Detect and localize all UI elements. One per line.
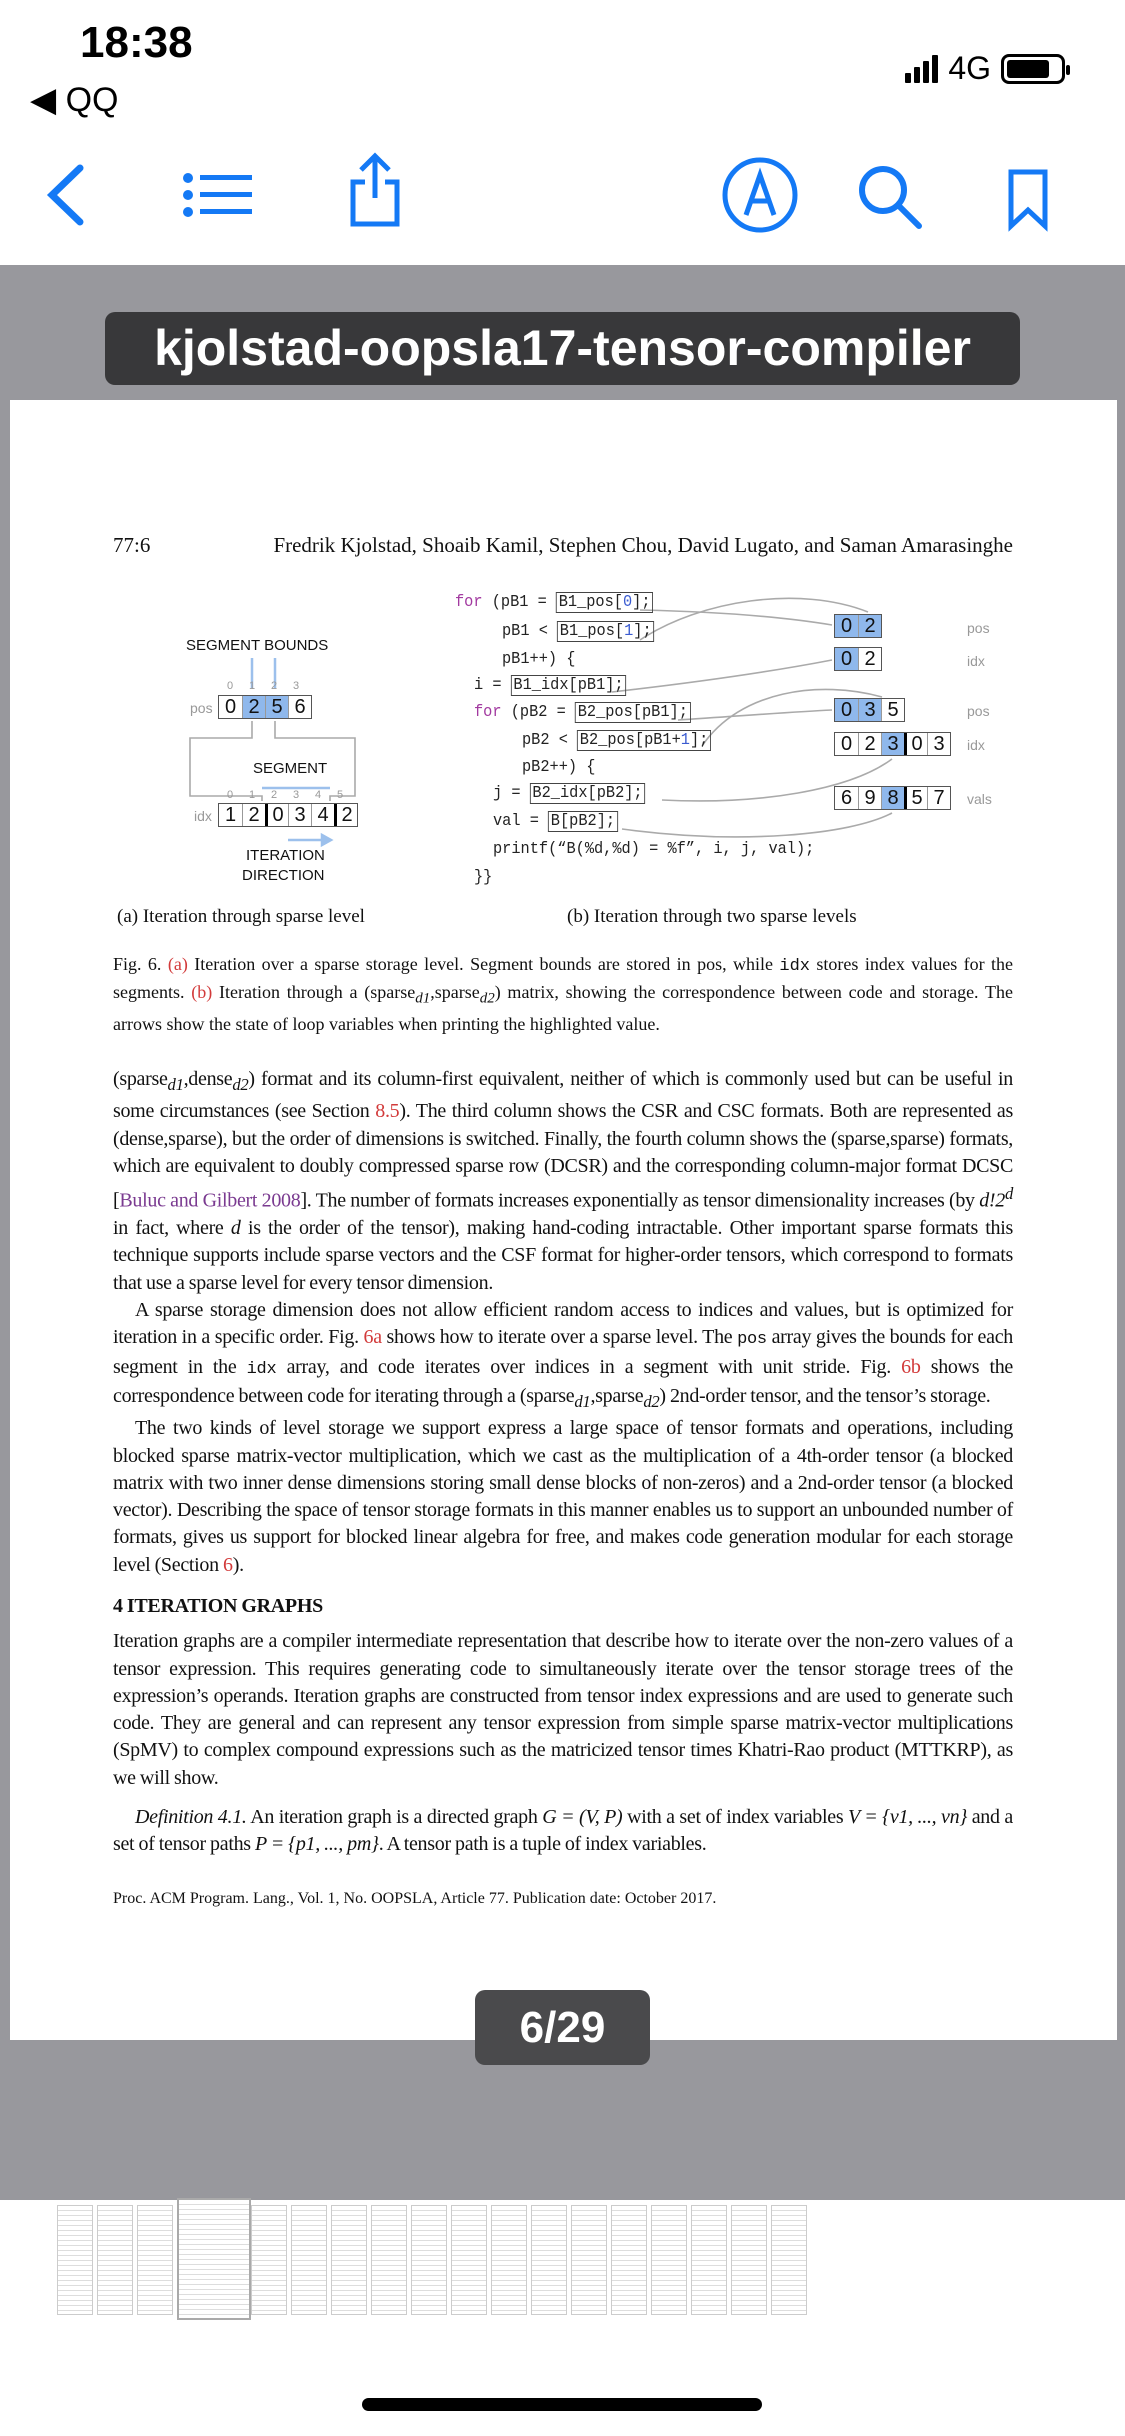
cell: 2 — [858, 648, 881, 670]
text-span: stores index values for the segments. — [113, 954, 1014, 1002]
code-line — [502, 622, 654, 642]
text-span: (a) — [167, 954, 188, 974]
text-span: shows the correspondence between code for iterating through a (sparse — [113, 1355, 1013, 1407]
cell: 0 — [835, 699, 858, 721]
paragraph: Iteration graphs are a compiler intermediate representation that describe how to iterate over the non-zero values of a tensor expression. This requires generating code to simultaneously iterate over the tensor storage trees of the expression’s operands. Iteration graphs are constructed from tensor index expressions and are used to generate such code. They are general and can represent any tensor expression from simple sparse matrix-vector multiplications (SpMV) to complex compound expressions such as the matricized tensor times Khatri-Rao product (MTTKRP), as we will show. — [113, 1630, 1013, 1789]
cell: 0 — [835, 615, 858, 637]
idx-index: 3 — [292, 789, 300, 801]
page-footer: Proc. ACM Program. Lang., Vol. 1, No. OOPSLA, Article 77. Publication date: October 2017. — [113, 1889, 717, 1907]
cell: 0 — [840, 733, 853, 755]
text-span: for — [455, 593, 483, 612]
text-span: ). — [232, 1553, 244, 1576]
page-thumbnail[interactable] — [451, 2205, 487, 2315]
page-thumbnail[interactable] — [531, 2205, 567, 2315]
figure-link[interactable]: 6a — [363, 1326, 382, 1349]
cell: 3 — [288, 804, 311, 826]
text-span: idx — [779, 957, 811, 976]
text-span: (b) — [191, 981, 213, 1002]
text-span: An iteration graph is a directed graph — [246, 1806, 543, 1829]
idx-index: 5 — [336, 789, 344, 801]
page-thumbnail[interactable] — [57, 2205, 93, 2315]
text-span — [574, 1392, 590, 1411]
figure-caption — [113, 952, 1013, 1037]
code-line: pB1++) { — [502, 650, 576, 669]
network-type: 4G — [948, 50, 991, 86]
text-span: array, and code iterates over indices in a segment with unit stride. Fig. — [276, 1355, 902, 1378]
text-span: 0 — [622, 593, 633, 612]
cell: 6 — [288, 696, 311, 718]
text-span: Iteration through a (sparse — [212, 981, 416, 1002]
text-span: 1 — [680, 731, 690, 750]
text-span: with a set of index variables — [622, 1806, 849, 1829]
code-line — [493, 784, 645, 804]
cell: 2 — [334, 804, 357, 826]
page-thumbnail[interactable] — [691, 2205, 727, 2315]
text-span: and a set of tensor paths — [113, 1806, 1013, 1856]
text-span: pos — [737, 1330, 767, 1350]
text-span — [1005, 1184, 1013, 1203]
text-span: (pB2 = — [501, 703, 576, 722]
cell: 3 — [927, 733, 950, 755]
section-link[interactable]: 6 — [223, 1553, 233, 1576]
idx-index: 1 — [248, 789, 256, 801]
text-span: is the order of the tensor), making hand-coding intractable. Other important sparse formats this technique supports include sparse vectors and the CSF format for higher-order tensors, which correspond to formats that use a sparse level for every tensor dimension. — [113, 1217, 1013, 1294]
text-span: for — [474, 703, 502, 722]
cell: 6 — [840, 787, 853, 809]
text-span — [557, 621, 654, 642]
pos-index: 0 — [226, 680, 234, 692]
page-thumbnail[interactable] — [251, 2205, 287, 2315]
cell: 3 — [858, 699, 881, 721]
cell: 3 — [881, 733, 904, 755]
page-thumbnail[interactable] — [731, 2205, 767, 2315]
text-span: d — [1004, 1184, 1014, 1204]
text-span: (pB1 = — [482, 593, 557, 612]
cell: 1 — [224, 804, 237, 826]
cell: 8 — [881, 787, 904, 809]
text-span: idx — [246, 1359, 277, 1379]
text-span: pB1 < — [502, 622, 558, 641]
text-span: B1_pos[ — [559, 622, 625, 641]
idx-array — [218, 803, 358, 827]
page-thumbnail[interactable] — [411, 2205, 447, 2315]
text-span: d1 — [415, 990, 431, 1007]
text-span: ]; — [689, 731, 709, 750]
home-indicator[interactable] — [362, 2398, 762, 2411]
definition — [113, 1804, 1013, 1859]
text-span: i = — [474, 676, 511, 695]
page-label: 77:6 — [113, 533, 151, 557]
text-span: G = (V, P) — [542, 1806, 623, 1829]
text-span: d — [230, 1217, 241, 1240]
subcaption-b: (b) Iteration through two sparse levels — [567, 906, 857, 927]
text-span: ]; — [633, 622, 652, 641]
text-span: B1_pos[ — [558, 593, 623, 612]
page-thumbnail[interactable] — [771, 2205, 807, 2315]
text-span — [480, 990, 495, 1006]
text-span: A sparse storage dimension does not allow efficient random access to indices and values, but is optimized for iteration in a specific order. Fig. — [113, 1299, 1013, 1349]
code-line: printf(“B(%d,%d) = %f”, i, j, val); — [493, 840, 815, 859]
text-span: j = — [493, 784, 530, 803]
text-span: d!2 — [979, 1189, 1005, 1212]
text-span: d1 — [574, 1391, 591, 1411]
pos-indices — [219, 680, 307, 692]
page-thumbnail[interactable] — [331, 2205, 367, 2315]
text-span: ) format and its column-first equivalent, neither of which is commonly used but can be useful in some circumstances (see Section — [113, 1068, 1013, 1123]
page-thumbnail[interactable] — [137, 2205, 173, 2315]
code-line — [455, 593, 653, 613]
cell: 0 — [265, 804, 288, 826]
pos-index: 1 — [248, 680, 256, 692]
text-span: . A tensor path is a tuple of index variables. — [378, 1833, 707, 1856]
paragraph — [113, 1415, 1013, 1579]
b1-pos-array — [834, 614, 882, 638]
text-span: d2 — [479, 990, 495, 1007]
idx-index: 2 — [270, 789, 278, 801]
page-indicator: 6/29 — [475, 1990, 650, 2065]
authors: Fredrik Kjolstad, Shoaib Kamil, Stephen Chou, David Lugato, and Saman Amarasinghe — [273, 533, 1013, 557]
page-thumbnail[interactable] — [97, 2205, 133, 2315]
text-span: ]. The number of formats increases exponentially as tensor dimensionality increases (by — [300, 1189, 980, 1212]
page-thumbnail[interactable] — [371, 2205, 407, 2315]
pos-index: 3 — [292, 680, 300, 692]
text-span — [556, 592, 653, 613]
paragraph — [113, 1297, 1013, 1415]
array-label: vals — [967, 791, 992, 807]
text-span: 1 — [624, 622, 634, 641]
code-line — [522, 731, 711, 751]
cell: 7 — [927, 787, 950, 809]
cell: 0 — [224, 696, 237, 718]
text-span: Fig. 6. — [113, 954, 168, 974]
cell: 0 — [904, 733, 927, 755]
text-span: P = {p1, ..., pm} — [254, 1833, 379, 1856]
text-span: Definition 4.1. — [135, 1806, 247, 1829]
cell: 5 — [881, 699, 904, 721]
section-link[interactable]: 8.5 — [375, 1100, 400, 1123]
b2-idx-array — [834, 732, 951, 756]
text-span: ) matrix, showing the correspondence between code and storage. The arrows show the state of loop variables when printing the highlighted value. — [113, 981, 1013, 1034]
text-span: The two kinds of level storage we support express a large space of tensor formats and operations, including blocked sparse matrix-vector multiplication, which we cast as the multiplication of a 4th-order tensor (a blocked matrix with two inner dense dimensions storing small dense blocks of non-zeros) and a 2nd-order tensor (a blocked vector). Describing the space of tensor storage formats in this manner enables us to support an unbounded number of formats, gives us support for blocked linear algebra for free, and makes code generation modular for each storage level (Section — [113, 1417, 1013, 1576]
text-span: ,sparse — [590, 1384, 644, 1407]
subcaption-a: (a) Iteration through sparse level — [117, 906, 365, 927]
text-span: Iteration over a sparse storage level. Segment bounds are stored in pos, while — [187, 954, 780, 974]
cell: 0 — [835, 648, 858, 670]
direction-label: DIRECTION — [242, 867, 325, 884]
array-label: idx — [967, 653, 985, 669]
figure-link[interactable]: 6b — [901, 1355, 921, 1378]
back-to-app-link[interactable]: ◀ QQ — [30, 81, 119, 119]
idx-indices — [219, 789, 351, 801]
segment-label: SEGMENT — [253, 760, 328, 777]
cell: 2 — [858, 615, 881, 637]
text-span: B2_idx[pB2]; — [530, 783, 646, 804]
code-line: pB2++) { — [522, 758, 596, 777]
text-span: ]; — [632, 593, 651, 612]
b2-pos-array — [834, 698, 905, 722]
cell: 4 — [311, 804, 334, 826]
cell: 2 — [242, 804, 265, 826]
text-span: ,sparse — [430, 981, 480, 1002]
array-label: pos — [967, 703, 990, 719]
page-thumbnail[interactable] — [651, 2205, 687, 2315]
text-span: B1_idx[pB1]; — [511, 675, 627, 696]
status-time: 18:38 — [80, 18, 193, 67]
idx-label: idx — [194, 808, 212, 824]
code-line — [474, 676, 626, 696]
text-span — [232, 1075, 248, 1094]
text-span: (sparse — [113, 1068, 168, 1090]
page-thumbnail[interactable] — [177, 2198, 251, 2320]
pos-array — [218, 695, 312, 719]
text-span — [415, 990, 430, 1006]
body-text — [113, 1066, 1013, 1912]
pos-label: pos — [190, 700, 213, 716]
idx-index: 4 — [314, 789, 322, 801]
text-span: d2 — [232, 1075, 249, 1094]
text-span: ). The third column shows the CSR and CSC formats. Both are represented as (dense,sparse), but the order of dimensions is switched. Finally, the fourth column shows the (sparse,sparse) formats, which are equivalent to doubly compressed sparse row (DCSR) and the corresponding column-major format DCSC [ — [113, 1100, 1013, 1212]
text-span: V = {v1, ..., vn} — [848, 1806, 968, 1829]
array-label: pos — [967, 620, 990, 636]
text-span: B[pB2]; — [548, 811, 618, 832]
text-span: d1 — [167, 1075, 184, 1094]
section-heading: 4 ITERATION GRAPHS — [113, 1595, 323, 1617]
page-thumbnail[interactable] — [291, 2205, 327, 2315]
page-thumbnail[interactable] — [491, 2205, 527, 2315]
iteration-label: ITERATION — [246, 847, 325, 864]
array-label: idx — [967, 737, 985, 753]
idx-index: 0 — [226, 789, 234, 801]
code-line — [493, 812, 618, 832]
text-span: d2 — [643, 1391, 660, 1411]
text-span: pB2 < — [522, 731, 578, 750]
cell: 2 — [242, 696, 265, 718]
text-span — [168, 1075, 184, 1094]
page-thumbnail[interactable] — [611, 2205, 647, 2315]
code-line: }} — [474, 868, 493, 887]
text-span: B2_pos[pB1+ — [579, 731, 681, 750]
vals-array — [834, 786, 951, 810]
text-span — [643, 1392, 659, 1411]
text-span: in fact, where — [113, 1217, 231, 1240]
code-line — [474, 703, 691, 723]
page-thumbnail[interactable] — [571, 2205, 607, 2315]
text-span: ) 2nd-order tensor, and the tensor’s storage. — [659, 1384, 991, 1407]
text-span: ,dense — [183, 1068, 233, 1090]
document-title: kjolstad-oopsla17-tensor-compiler — [105, 312, 1020, 385]
cell: 2 — [858, 733, 881, 755]
cell: 9 — [858, 787, 881, 809]
text-span: array gives the bounds for each segment in the — [113, 1326, 1013, 1378]
text-span: B2_pos[pB1]; — [575, 702, 691, 723]
citation-link[interactable]: Buluc and Gilbert 2008 — [119, 1189, 301, 1212]
text-span — [577, 730, 711, 751]
pos-index: 2 — [270, 680, 278, 692]
b1-idx-array — [834, 647, 882, 671]
text-span: val = — [493, 812, 549, 831]
cell: 5 — [265, 696, 288, 718]
paragraph — [113, 1066, 1013, 1297]
text-span: shows how to iterate over a sparse level. The — [381, 1326, 738, 1349]
cell: 5 — [904, 787, 927, 809]
segment-bounds-label: SEGMENT BOUNDS — [186, 637, 329, 654]
